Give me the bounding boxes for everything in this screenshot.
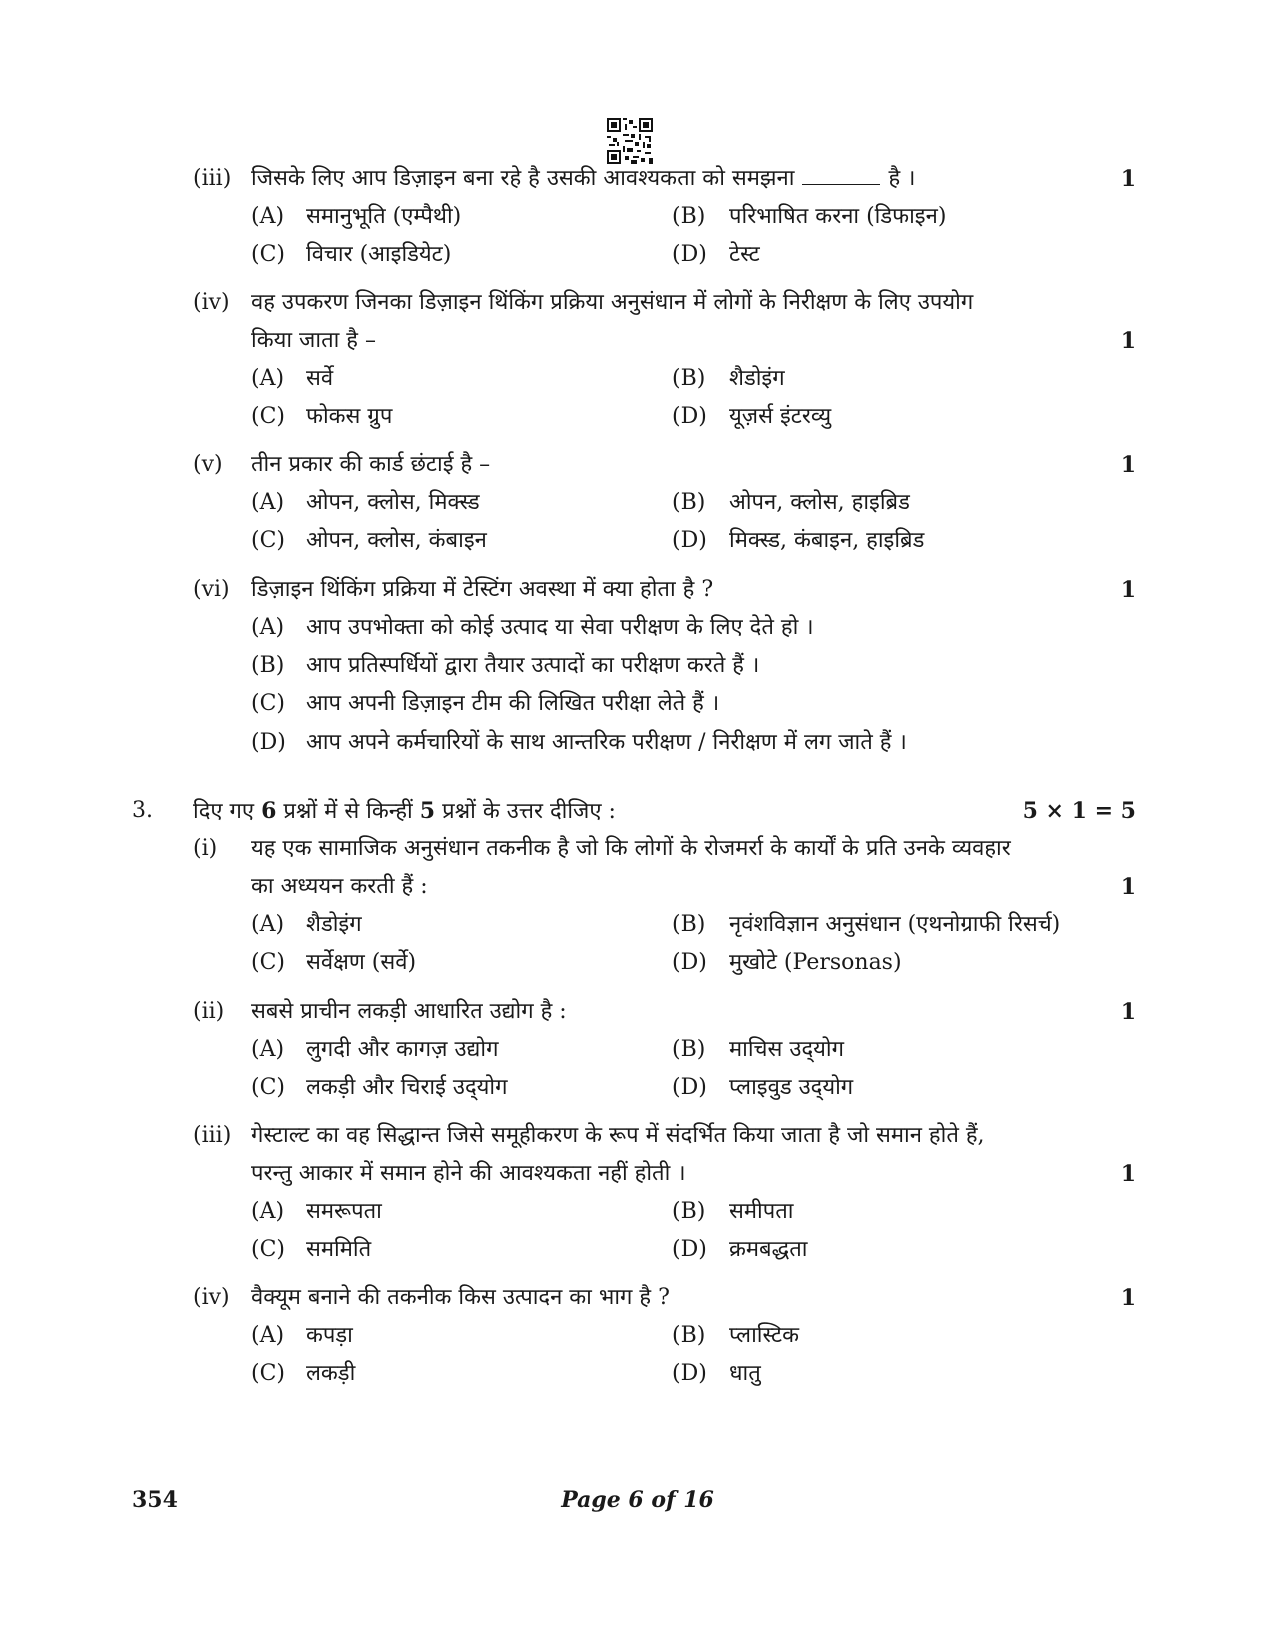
option-label: (B) bbox=[672, 1323, 706, 1348]
question-stem: सबसे प्राचीन लकड़ी आधारित उद्योग है : bbox=[251, 999, 567, 1024]
option-text: कपड़ा bbox=[306, 1323, 353, 1348]
option-text: आप अपनी डिज़ाइन टीम की लिखित परीक्षा लेते हैं । bbox=[306, 691, 720, 716]
option-label: (D) bbox=[672, 528, 707, 553]
question-stem: गेस्टाल्ट का वह सिद्धान्त जिसे समूहीकरण के रूप में संदर्भित किया जाता है जो समान होते हैं, bbox=[251, 1123, 985, 1148]
question-mark: 1 bbox=[1120, 1285, 1136, 1311]
option-label: (C) bbox=[251, 528, 285, 553]
option-text: फोकस ग्रुप bbox=[306, 404, 393, 429]
question-stem-continued: का अध्ययन करती हैं : bbox=[251, 874, 428, 899]
option-text: यूज़र्स इंटरव्यु bbox=[729, 404, 832, 429]
option-label: (A) bbox=[251, 912, 285, 937]
section-marks-total: 5 × 1 = 5 bbox=[1022, 798, 1136, 824]
question-number: (iii) bbox=[193, 166, 232, 191]
option-text: सर्वेक्षण (सर्वे) bbox=[306, 950, 417, 975]
option-label: (C) bbox=[251, 1075, 285, 1100]
option-text: मुखोटे (Personas) bbox=[729, 950, 902, 975]
fill-blank-line bbox=[802, 166, 880, 185]
option-label: (D) bbox=[672, 242, 707, 267]
option-text: लकड़ी bbox=[306, 1361, 356, 1386]
question-number: (vi) bbox=[193, 577, 230, 602]
option-text: विचार (आइडियेट) bbox=[306, 242, 452, 267]
option-label: (A) bbox=[251, 490, 285, 515]
question-mark: 1 bbox=[1120, 999, 1136, 1025]
page-number: Page 6 of 16 bbox=[561, 1487, 714, 1513]
option-text: नृवंशविज्ञान अनुसंधान (एथनोग्राफी रिसर्च) bbox=[729, 912, 1061, 937]
option-text: परिभाषित करना (डिफाइन) bbox=[729, 204, 947, 229]
option-text: प्लास्टिक bbox=[729, 1323, 800, 1348]
question-stem: वैक्यूम बनाने की तकनीक किस उत्पादन का भाग है ? bbox=[251, 1285, 670, 1310]
option-text: समीपता bbox=[729, 1199, 794, 1224]
option-text: समरूपता bbox=[306, 1199, 382, 1224]
option-text: लुगदी और कागज़ उद्योग bbox=[306, 1037, 499, 1062]
question-number: (ii) bbox=[193, 999, 225, 1024]
option-label: (B) bbox=[672, 912, 706, 937]
option-label: (D) bbox=[672, 404, 707, 429]
option-text: सर्वे bbox=[306, 366, 334, 391]
option-label: (A) bbox=[251, 615, 285, 640]
question-mark: 1 bbox=[1120, 577, 1136, 603]
section-question-number: 3. bbox=[132, 798, 153, 823]
option-label: (B) bbox=[672, 366, 706, 391]
option-label: (A) bbox=[251, 1323, 285, 1348]
question-stem: तीन प्रकार की कार्ड छंटाई है – bbox=[251, 452, 491, 477]
option-text: ओपन, क्लोस, मिक्स्ड bbox=[306, 490, 480, 515]
question-stem-continued: परन्तु आकार में समान होने की आवश्यकता नहीं होती । bbox=[251, 1161, 686, 1186]
section-instruction: दिए गए 6 प्रश्नों में से किन्हीं 5 प्रश्नों के उत्तर दीजिए : bbox=[193, 798, 616, 824]
option-text: क्रमबद्धता bbox=[729, 1237, 808, 1262]
question-mark: 1 bbox=[1120, 874, 1136, 900]
option-label: (B) bbox=[672, 490, 706, 515]
question-mark: 1 bbox=[1120, 1161, 1136, 1187]
question-stem: डिज़ाइन थिंकिंग प्रक्रिया में टेस्टिंग अवस्था में क्या होता है ? bbox=[251, 577, 714, 602]
option-label: (B) bbox=[672, 204, 706, 229]
option-text: आप अपने कर्मचारियों के साथ आन्तरिक परीक्षण / निरीक्षण में लग जाते हैं । bbox=[306, 730, 907, 755]
option-label: (B) bbox=[672, 1199, 706, 1224]
question-number: (iv) bbox=[193, 290, 230, 315]
question-mark: 1 bbox=[1120, 328, 1136, 354]
question-mark: 1 bbox=[1120, 166, 1136, 192]
option-label: (D) bbox=[672, 1361, 707, 1386]
option-label: (B) bbox=[251, 653, 285, 678]
option-text: प्लाइवुड उद्‌योग bbox=[729, 1075, 854, 1100]
option-label: (D) bbox=[672, 950, 707, 975]
option-label: (A) bbox=[251, 204, 285, 229]
question-number: (i) bbox=[193, 836, 218, 861]
question-number: (iii) bbox=[193, 1123, 232, 1148]
option-text: ओपन, क्लोस, कंबाइन bbox=[306, 528, 487, 553]
option-label: (D) bbox=[672, 1075, 707, 1100]
option-text: समानुभूति (एम्पैथी) bbox=[306, 204, 462, 229]
option-text: लकड़ी और चिराई उद्‌योग bbox=[306, 1075, 508, 1100]
option-text: शैडोइंग bbox=[729, 366, 785, 391]
paper-code: 354 bbox=[132, 1487, 178, 1513]
option-label: (D) bbox=[251, 730, 286, 755]
option-text: माचिस उद्‌योग bbox=[729, 1037, 844, 1062]
question-stem: यह एक सामाजिक अनुसंधान तकनीक है जो कि लोगों के रोजमर्रा के कार्यों के प्रति उनके व्यवहार bbox=[251, 836, 1011, 861]
option-label: (C) bbox=[251, 242, 285, 267]
option-text: मिक्स्ड, कंबाइन, हाइब्रिड bbox=[729, 528, 925, 553]
option-label: (C) bbox=[251, 1237, 285, 1262]
option-text: ओपन, क्लोस, हाइब्रिड bbox=[729, 490, 910, 515]
question-stem-continued: किया जाता है – bbox=[251, 328, 376, 353]
question-stem: जिसके लिए आप डिज़ाइन बना रहे है उसकी आवश्यकता को समझना है । bbox=[251, 166, 916, 191]
option-label: (A) bbox=[251, 1199, 285, 1224]
option-label: (A) bbox=[251, 1037, 285, 1062]
qr-code-icon bbox=[607, 118, 653, 164]
option-text: आप उपभोक्ता को कोई उत्पाद या सेवा परीक्षण के लिए देते हो । bbox=[306, 615, 814, 640]
option-label: (B) bbox=[672, 1037, 706, 1062]
question-number: (iv) bbox=[193, 1285, 230, 1310]
option-text: आप प्रतिस्पर्धियों द्वारा तैयार उत्पादों का परीक्षण करते हैं । bbox=[306, 653, 760, 678]
option-label: (C) bbox=[251, 691, 285, 716]
question-stem: वह उपकरण जिनका डिज़ाइन थिंकिंग प्रक्रिया अनुसंधान में लोगों के निरीक्षण के लिए उपयोग bbox=[251, 290, 974, 315]
option-label: (C) bbox=[251, 950, 285, 975]
question-mark: 1 bbox=[1120, 452, 1136, 478]
option-label: (A) bbox=[251, 366, 285, 391]
option-label: (C) bbox=[251, 404, 285, 429]
option-label: (C) bbox=[251, 1361, 285, 1386]
option-text: सममिति bbox=[306, 1237, 372, 1262]
question-number: (v) bbox=[193, 452, 223, 477]
option-text: धातु bbox=[729, 1361, 761, 1386]
option-label: (D) bbox=[672, 1237, 707, 1262]
option-text: टेस्ट bbox=[729, 242, 760, 267]
option-text: शैडोइंग bbox=[306, 912, 362, 937]
